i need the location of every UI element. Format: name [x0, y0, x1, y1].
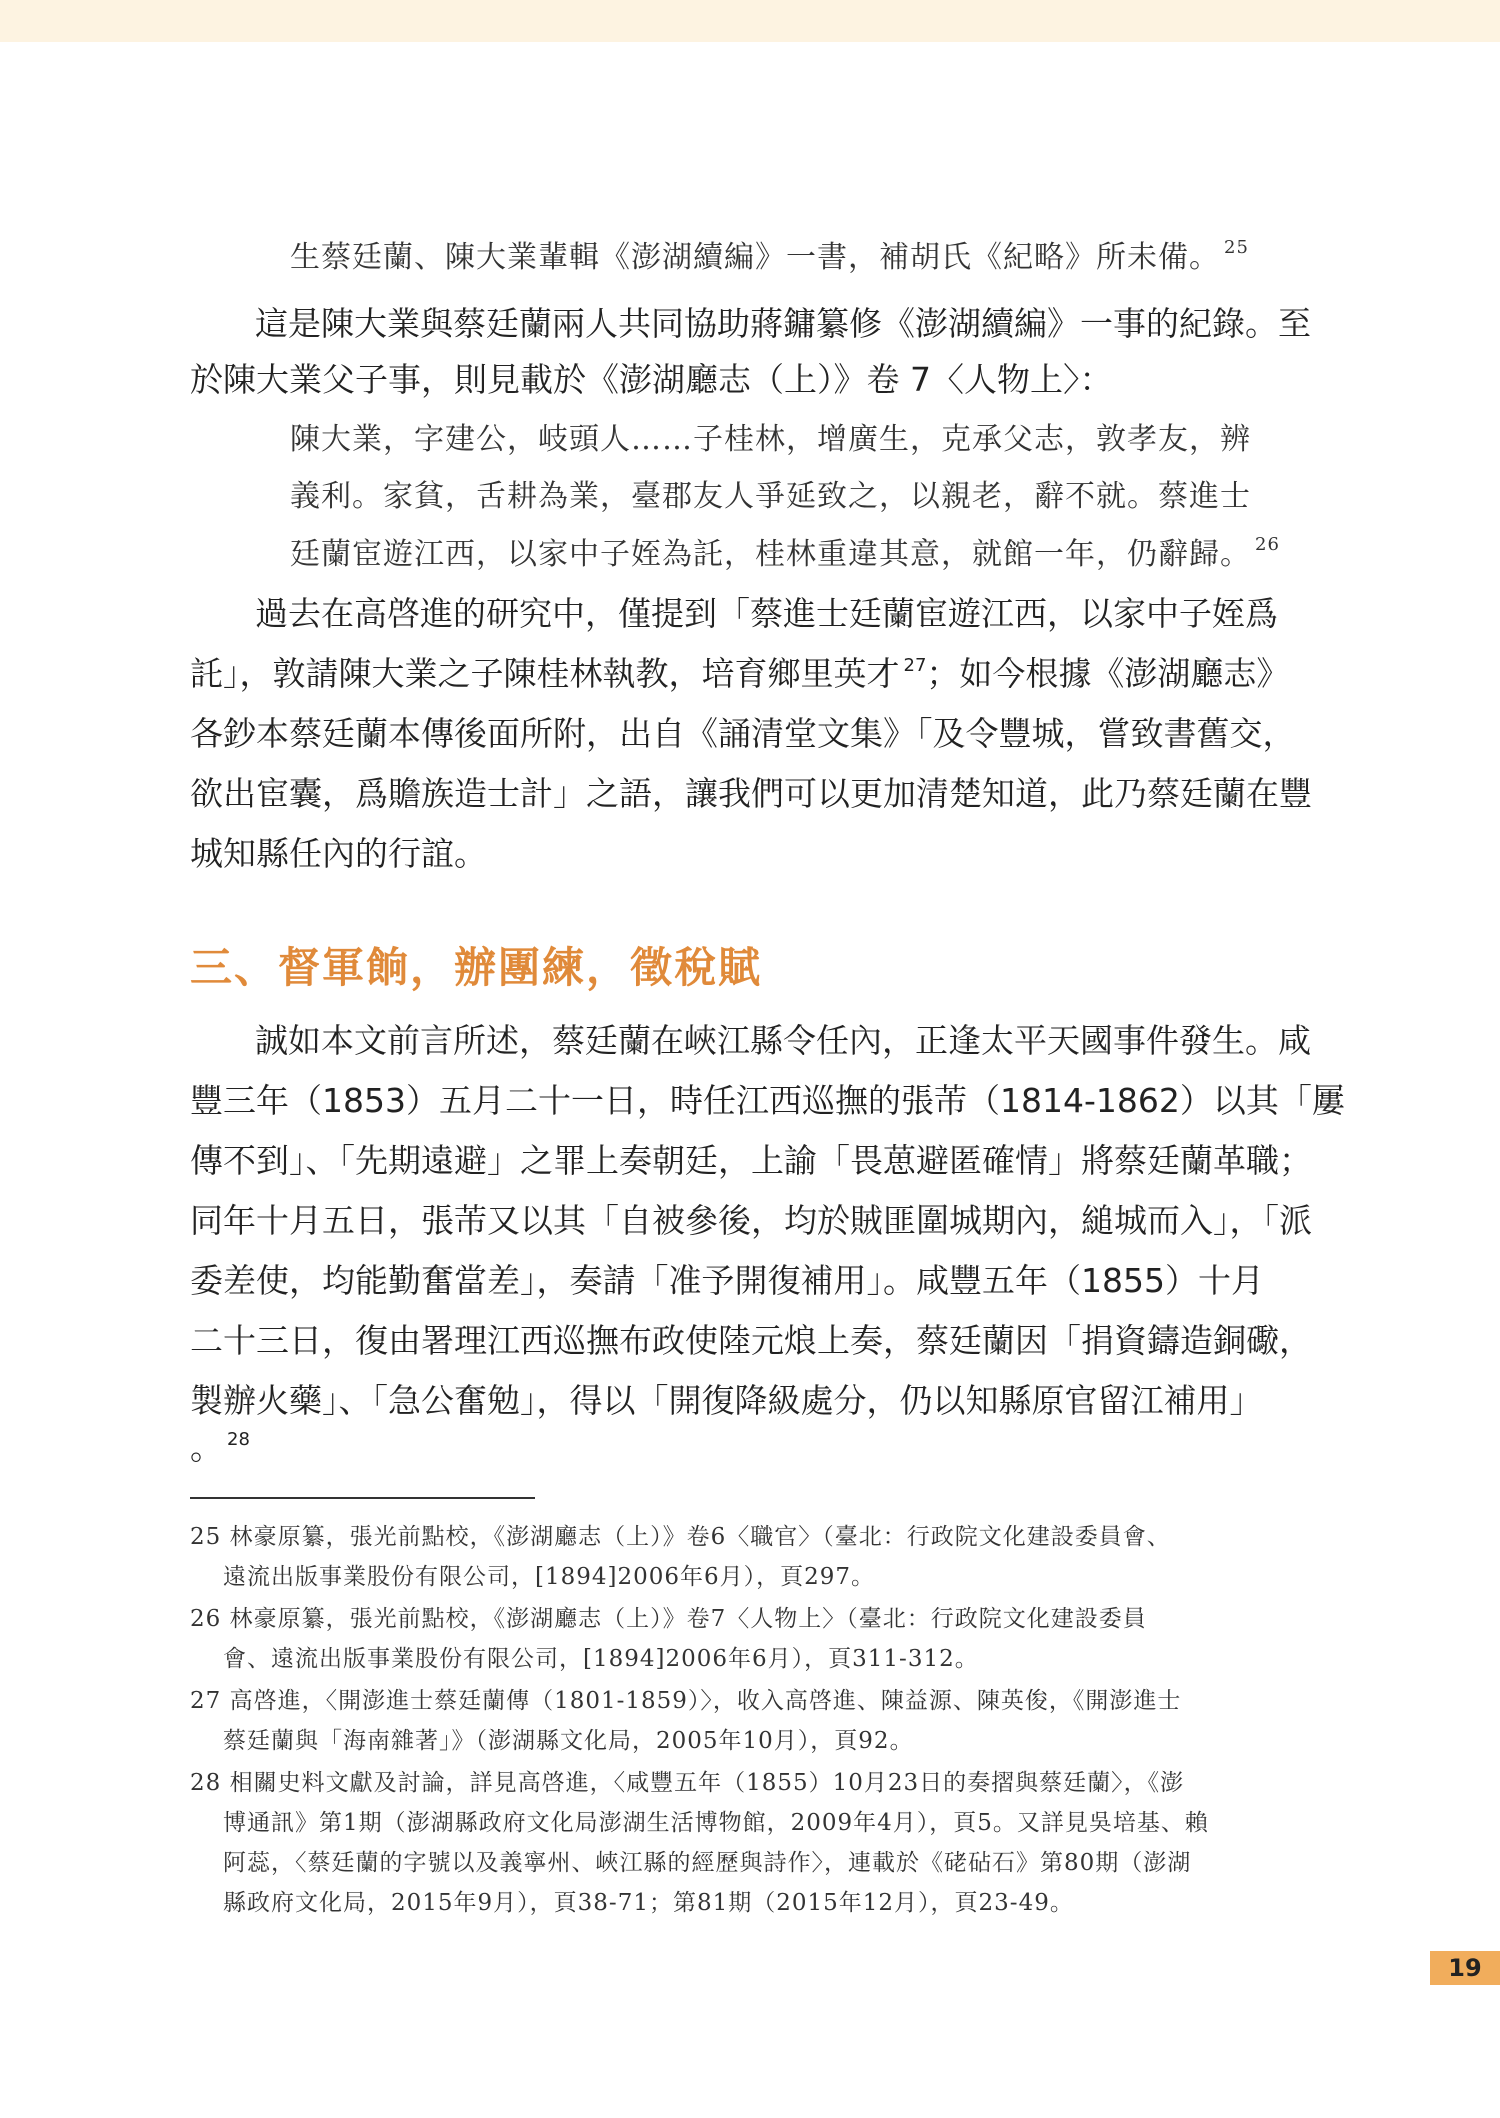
block-quote-line: 義利。家貧，舌耕為業，臺郡友人爭延致之，以親老，辭不就。蔡進士	[290, 479, 1251, 514]
footnote-divider	[190, 1497, 535, 1499]
footnote: 26 林豪原纂，張光前點校，《澎湖廳志（上）》卷7〈人物上〉（臺北：行政院文化建設委員	[190, 1606, 1147, 1632]
paragraph-line: 同年十月五日，張芾又以其「自被參後，均於賊匪圍城期內，縋城而入」，「派	[190, 1201, 1312, 1240]
block-quote-line: 陳大業，字建公，岐頭人……子桂林，增廣生，克承父志，敦孝友，辨	[290, 422, 1251, 457]
footnote-line: 蔡廷蘭與「海南雜著」》（澎湖縣文化局，2005年10月），頁92。	[223, 1728, 914, 1754]
paragraph-line: 誠如本文前言所述，蔡廷蘭在峽江縣令任內，正逢太平天國事件發生。咸	[255, 1021, 1311, 1060]
paragraph-line: 。 $^{28}$	[190, 1428, 250, 1467]
footnote-number: 25	[190, 1524, 222, 1550]
footnote-ref[interactable]: 28	[227, 1429, 250, 1450]
paragraph-line: 委差使，均能勤奮當差」，奏請「准予開復補用」。咸豐五年（1855）十月	[190, 1261, 1264, 1300]
paragraph-line: 豐三年（1853）五月二十一日，時任江西巡撫的張芾（1814-1862）以其「屢	[190, 1081, 1345, 1120]
paragraph-line: 這是陳大業與蔡廷蘭兩人共同協助蔣鏞纂修《澎湖續編》一事的紀錄。至	[255, 304, 1311, 343]
footnote-line: 博通訊》第1期（澎湖縣政府文化局澎湖生活博物館，2009年4月），頁5。又詳見吳培基、賴	[223, 1810, 1209, 1836]
footnote-ref[interactable]: 25	[1224, 237, 1249, 258]
top-band	[0, 0, 1500, 42]
footnote: 27 高啓進，〈開澎進士蔡廷蘭傳（1801-1859）〉，收入高啓進、陳益源、陳英俊，《開澎進士	[190, 1688, 1182, 1714]
footnote-number: 26	[190, 1606, 222, 1632]
paragraph-line: 傳不到」、「先期遠避」之罪上奏朝廷，上諭「畏葸避匿確情」將蔡廷蘭革職；	[190, 1141, 1312, 1180]
paragraph-line: 城知縣任內的行誼。	[190, 834, 487, 873]
footnote-number: 28	[190, 1770, 222, 1796]
footnote: 25 林豪原纂，張光前點校，《澎湖廳志（上）》卷6〈職官〉（臺北：行政院文化建設委員會、	[190, 1524, 1171, 1550]
block-quote-line: 生蔡廷蘭、陳大業輩輯《澎湖續編》一書，補胡氏《紀略》所未備。 $^{25}$	[290, 237, 1249, 275]
footnote-line: 會、遠流出版事業股份有限公司，[1894]2006年6月），頁311-312。	[223, 1646, 979, 1672]
block-quote-line: 廷蘭宦遊江西，以家中子姪為託，桂林重違其意，就館一年，仍辭歸。 $^{26}$	[290, 534, 1280, 572]
paragraph-line: 於陳大業父子事，則見載於《澎湖廳志（上）》卷 7〈人物上〉：	[190, 360, 1113, 399]
footnote-line: 阿蕊，〈蔡廷蘭的字號以及義寧州、峽江縣的經歷與詩作〉，連載於《硓砧石》第80期（澎湖	[223, 1850, 1192, 1876]
footnote-line: 遠流出版事業股份有限公司，[1894]2006年6月），頁297。	[223, 1564, 876, 1590]
paragraph-line: 過去在高啓進的研究中，僅提到「蔡進士廷蘭宦遊江西，以家中子姪爲	[255, 594, 1278, 633]
section-heading: 三、督軍餉，辦團練，徵稅賦	[190, 943, 763, 992]
paragraph-line: 託」，敦請陳大業之子陳桂林執教，培育鄉里英才 $^{27}$；如今根據《澎湖廳志》	[190, 654, 1290, 693]
paragraph-line: 欲出宦囊，爲贍族造士計」之語，讓我們可以更加清楚知道，此乃蔡廷蘭在豐	[190, 774, 1312, 813]
footnote-line: 縣政府文化局，2015年9月），頁38-71；第81期（2015年12月），頁23-49。	[223, 1890, 1074, 1916]
footnote-ref[interactable]: 27	[903, 655, 927, 676]
page-number: 19	[1430, 1951, 1500, 1985]
paragraph-line: 二十三日，復由署理江西巡撫布政使陸元烺上奏，蔡廷蘭因「捐資鑄造銅礮，	[190, 1321, 1312, 1360]
paragraph-line: 製辦火藥」、「急公奮勉」，得以「開復降級處分，仍以知縣原官留江補用」	[190, 1381, 1263, 1420]
paragraph-line: 各鈔本蔡廷蘭本傳後面所附，出自《誦清堂文集》「及令豐城，嘗致書舊交，	[190, 714, 1296, 753]
footnote-ref[interactable]: 26	[1255, 534, 1280, 555]
footnote-number: 27	[190, 1688, 222, 1714]
footnote: 28 相關史料文獻及討論，詳見高啓進，〈咸豐五年（1855）10月23日的奏摺與蔡廷蘭〉，《澎	[190, 1770, 1185, 1796]
